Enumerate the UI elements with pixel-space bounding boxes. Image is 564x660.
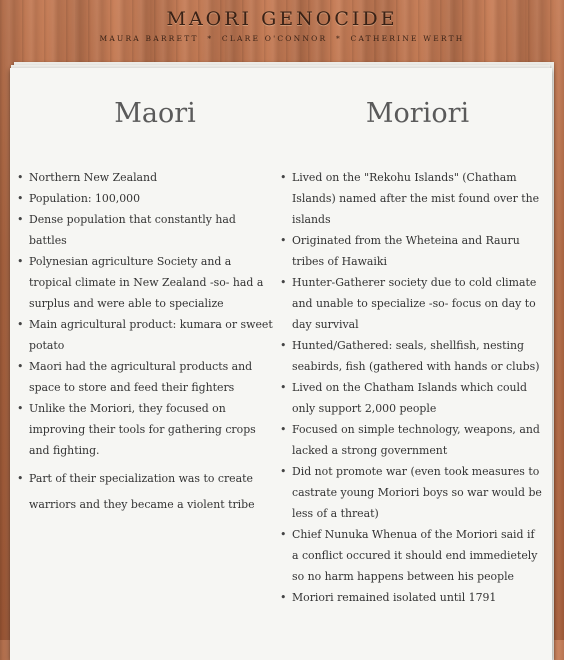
column-title-moriori: Moriori bbox=[365, 98, 470, 129]
page-header bbox=[0, 0, 564, 58]
list-item: • Originated from the Wheteina and Rauru tribes of Hawaiki bbox=[280, 230, 542, 272]
list-item: • Part of their specialization was to create warriors and they became a violent tribe bbox=[17, 466, 275, 518]
bullet-icon: • bbox=[280, 276, 287, 289]
author-name: MAURA BARRETT bbox=[99, 34, 199, 43]
bullet-icon: • bbox=[280, 423, 287, 436]
list-item: • Dense population that constantly had battles bbox=[17, 209, 275, 251]
bullet-icon: • bbox=[17, 192, 24, 205]
author-name: CATHERINE WERTH bbox=[350, 34, 465, 43]
author-separator: * bbox=[207, 34, 214, 43]
list-item: • Chief Nunuka Whenua of the Moriori said if a conflict occured it should end immedietely so no harm happens between his people bbox=[280, 524, 542, 587]
site-title: MAORI GENOCIDE bbox=[166, 8, 398, 30]
maori-facts-list bbox=[17, 167, 275, 518]
bullet-icon: • bbox=[280, 381, 287, 394]
list-item: • Hunter-Gatherer society due to cold climate and unable to specialize -so- focus on day to day survival bbox=[280, 272, 542, 335]
author-name: CLARE O'CONNOR bbox=[221, 34, 328, 43]
author-separator: * bbox=[335, 34, 342, 43]
bullet-icon: • bbox=[17, 318, 24, 331]
list-item: • Polynesian agriculture Society and a tropical climate in New Zealand -so- had a surplus and were able to specialize bbox=[17, 251, 275, 314]
list-item: • Moriori remained isolated until 1791 bbox=[280, 587, 542, 608]
list-item: • Main agricultural product: kumara or sweet potato bbox=[17, 314, 275, 356]
bullet-icon: • bbox=[17, 171, 24, 184]
list-item: • Population: 100,000 bbox=[17, 188, 275, 209]
bullet-icon: • bbox=[280, 234, 287, 247]
bullet-icon: • bbox=[17, 360, 24, 373]
bullet-icon: • bbox=[17, 402, 24, 415]
author-line bbox=[0, 34, 564, 43]
bullet-icon: • bbox=[17, 472, 24, 485]
list-item: • Maori had the agricultural products and space to store and feed their fighters bbox=[17, 356, 275, 398]
list-item: • Northern New Zealand bbox=[17, 167, 275, 188]
bullet-icon: • bbox=[280, 591, 287, 604]
list-item: • Unlike the Moriori, they focused on improving their tools for gathering crops and fighting. bbox=[17, 398, 275, 461]
list-item: • Did not promote war (even took measures to castrate young Moriori boys so war would be less of a threat) bbox=[280, 461, 542, 524]
bullet-icon: • bbox=[280, 171, 287, 184]
paper-stack bbox=[10, 60, 552, 660]
bullet-icon: • bbox=[280, 339, 287, 352]
bullet-icon: • bbox=[280, 465, 287, 478]
column-title-maori: Maori bbox=[114, 98, 196, 129]
bullet-icon: • bbox=[17, 255, 24, 268]
moriori-facts-list bbox=[280, 167, 542, 608]
bullet-icon: • bbox=[280, 528, 287, 541]
list-item: • Focused on simple technology, weapons, and lacked a strong government bbox=[280, 419, 542, 461]
bullet-icon: • bbox=[17, 213, 24, 226]
paper-sheet bbox=[10, 68, 552, 660]
list-item: • Hunted/Gathered: seals, shellfish, nesting seabirds, fish (gathered with hands or clubs) bbox=[280, 335, 542, 377]
list-item: • Lived on the "Rekohu Islands" (Chatham Islands) named after the mist found over the islands bbox=[280, 167, 542, 230]
list-item: • Lived on the Chatham Islands which could only support 2,000 people bbox=[280, 377, 542, 419]
